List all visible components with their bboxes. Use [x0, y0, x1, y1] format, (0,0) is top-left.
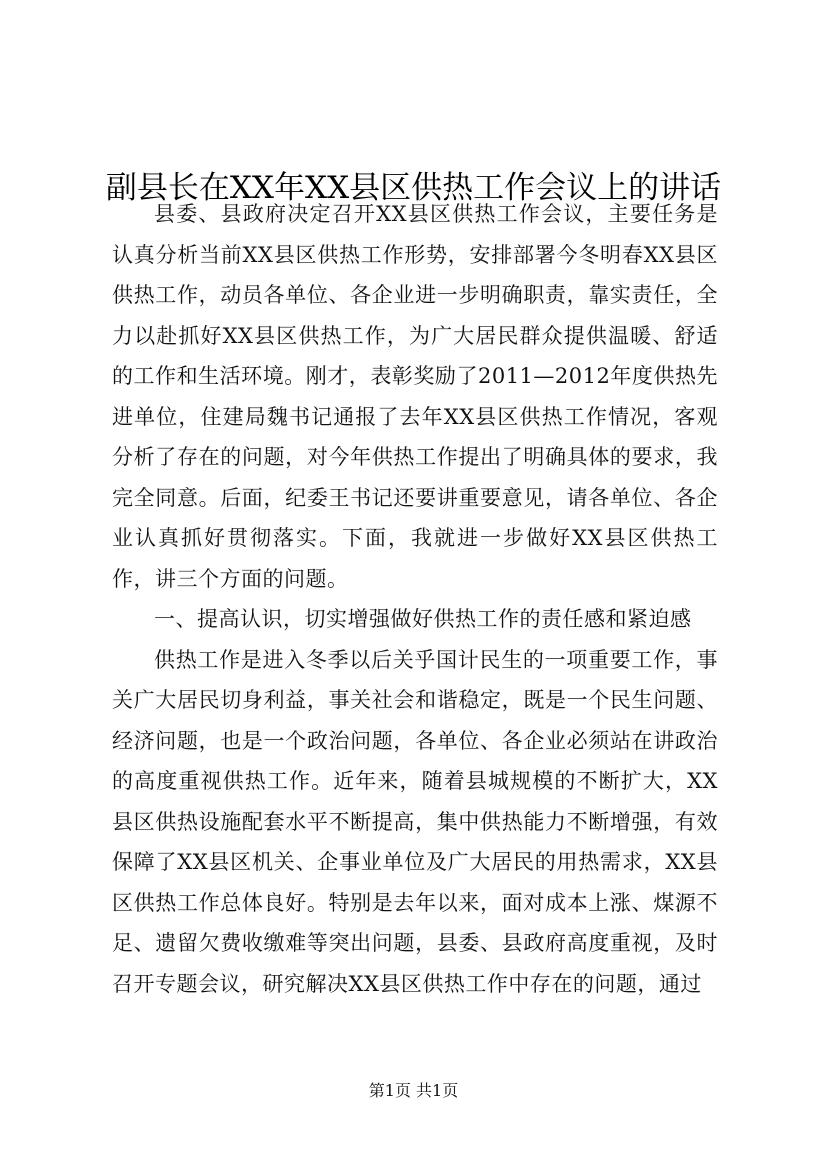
document-title: 副县长在XX年XX县区供热工作会议上的讲话 [105, 169, 722, 206]
page-footer: 第1页 共1页 [368, 1081, 459, 1100]
intro-paragraph: 县委、县政府决定召开XX县区供热工作会议，主要任务是认真分析当前XX县区供热工作形势，安排部署今冬明春XX县区供热工作，动员各单位、各企业进一步明确职责，靠实责任，全力以赴抓好XX县区供热工作，为广大居民群众提供温暖、舒适的工作和生活环境。刚才，表彰奖励了2011—2012年度供热先进单位，住建局魏书记通报了去年XX县区供热工作情况，客观分析了存在的问题，对今年供热工作提出了明确具体的要求，我完全同意。后面，纪委王书记还要讲重要意见，请各单位、各企业认真抓好贯彻落实。下面，我就进一步做好XX县区供热工作，讲三个方面的问题。 [112, 202, 718, 591]
section-heading: 一、提高认识，切实增强做好供热工作的责任感和紧迫感 [154, 607, 692, 631]
document-body [112, 194, 718, 1004]
section-paragraph: 供热工作是进入冬季以后关乎国计民生的一项重要工作，事关广大居民切身利益，事关社会和谐稳定，既是一个民生问题、经济问题，也是一个政治问题，各单位、各企业必须站在讲政治的高度重视供热工作。近年来，随着县城规模的不断扩大，XX县区供热设施配套水平不断提高，集中供热能力不断增强，有效保障了XX县区机关、企事业单位及广大居民的用热需求，XX县区供热工作总体良好。特别是去年以来，面对成本上涨、煤源不足、遗留欠费收缴难等突出问题，县委、县政府高度重视，及时召开专题会议，研究解决XX县区供热工作中存在的问题，通过 [112, 647, 718, 996]
